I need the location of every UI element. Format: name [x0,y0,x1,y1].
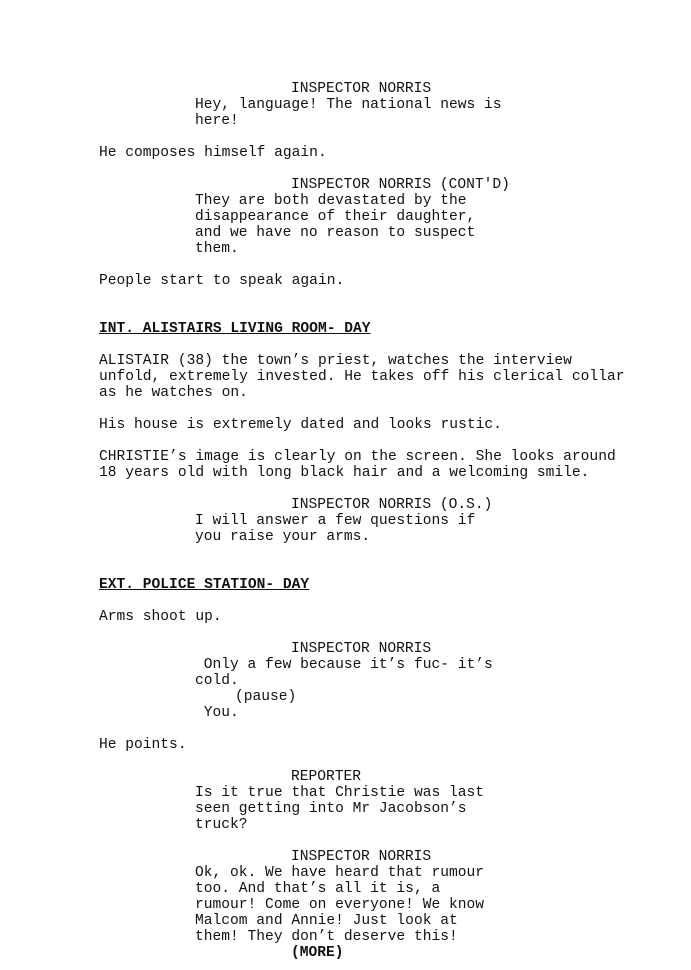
action-line: unfold, extremely invested. He takes off his clerical collar [99,369,625,385]
scene-heading: INT. ALISTAIRS LIVING ROOM- DAY [99,321,371,337]
dialogue-line: Malcom and Annie! Just look at [195,913,458,929]
dialogue-line: here! [195,113,239,129]
dialogue-line: them. [195,241,239,257]
dialogue-line: seen getting into Mr Jacobson’s [195,801,467,817]
character-cue: INSPECTOR NORRIS [291,81,432,97]
action-line: ALISTAIR (38) the town’s priest, watches the interview [99,353,572,369]
action-line: 18 years old with long black hair and a welcoming smile. [99,465,590,481]
character-cue: INSPECTOR NORRIS (CONT'D) [291,177,510,193]
dialogue-line: you raise your arms. [195,529,371,545]
dialogue-line: them! They don’t deserve this! [195,929,458,945]
dialogue-line: and we have no reason to suspect [195,225,476,241]
action-line: His house is extremely dated and looks rustic. [99,417,502,433]
action-line: as he watches on. [99,385,248,401]
action-line: Arms shoot up. [99,609,222,625]
action-line: He points. [99,737,187,753]
character-cue: INSPECTOR NORRIS [291,849,432,865]
dialogue-line: They are both devastated by the [195,193,467,209]
parenthetical: (pause) [235,689,297,705]
dialogue-line: Hey, language! The national news is [195,97,502,113]
dialogue-line: Only a few because it’s fuc- it’s [195,657,493,673]
character-cue: INSPECTOR NORRIS [291,641,432,657]
action-line: CHRISTIE’s image is clearly on the screen. She looks around [99,449,616,465]
dialogue-line: You. [195,705,239,721]
dialogue-line: too. And that’s all it is, a [195,881,441,897]
dialogue-line: truck? [195,817,248,833]
more-marker: (MORE) [291,945,344,961]
dialogue-line: I will answer a few questions if [195,513,476,529]
dialogue-line: disappearance of their daughter, [195,209,476,225]
action-line: People start to speak again. [99,273,345,289]
character-cue: INSPECTOR NORRIS (O.S.) [291,497,493,513]
action-line: He composes himself again. [99,145,327,161]
character-cue: REPORTER [291,769,362,785]
dialogue-line: Is it true that Christie was last [195,785,485,801]
dialogue-line: cold. [195,673,239,689]
scene-heading: EXT. POLICE STATION- DAY [99,577,310,593]
dialogue-line: rumour! Come on everyone! We know [195,897,485,913]
dialogue-line: Ok, ok. We have heard that rumour [195,865,485,881]
